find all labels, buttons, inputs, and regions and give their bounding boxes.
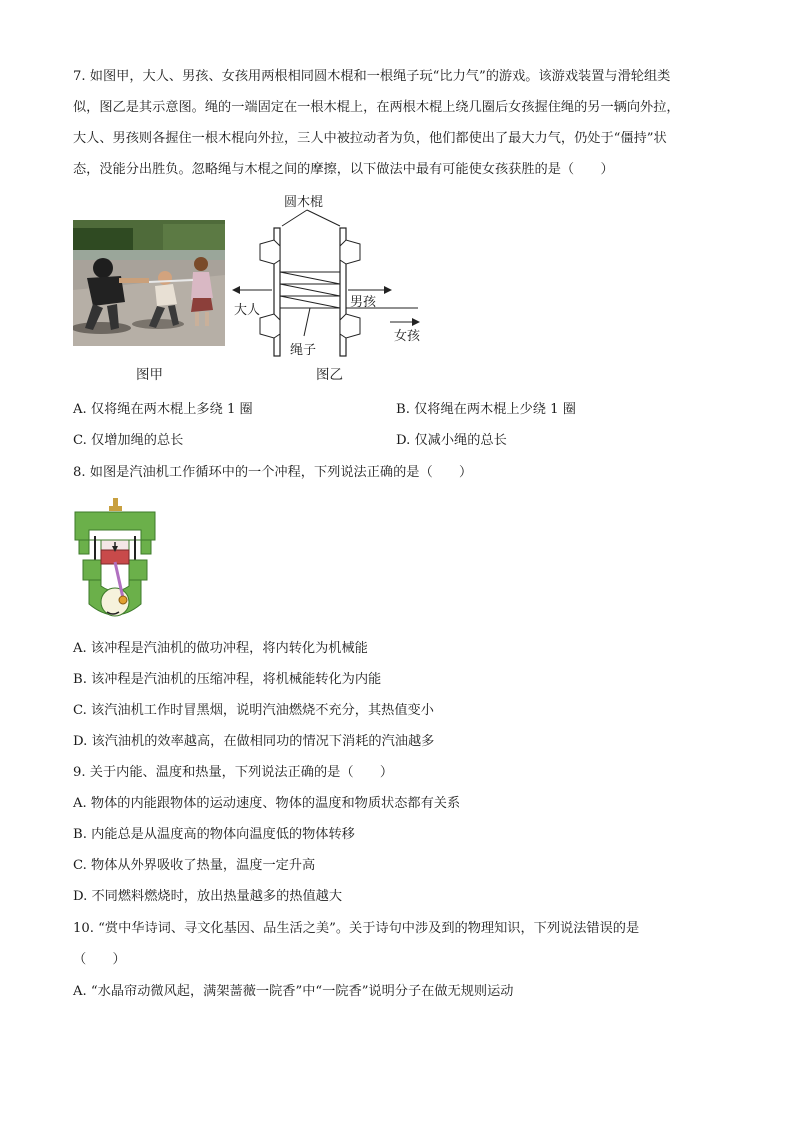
label-stick: 圆木棍	[284, 195, 324, 210]
q10-stem: 10. “赏中华诗词、寻文化基因、品生活之美”。关于诗句中涉及到的物理知识，下列说法错误的是	[73, 921, 640, 936]
q10-option-a: A. “水晶帘动微风起，满架蔷薇一院香”中“一院香”说明分子在做无规则运动	[73, 984, 514, 999]
label-girl: 女孩	[394, 329, 421, 344]
q9-option-b: B. 内能总是从温度高的物体向温度低的物体转移	[73, 827, 355, 842]
q7-option-c: C. 仅增加绳的总长	[73, 433, 184, 448]
q9-option-d: D. 不同燃料燃烧时，放出热量越多的热值越大	[73, 889, 343, 904]
q8-stem: 8. 如图是汽油机工作循环中的一个冲程，下列说法正确的是（ ）	[73, 465, 473, 480]
q8-option-d: D. 该汽油机的效率越高，在做相同功的情况下消耗的汽油越多	[73, 734, 435, 749]
figure-jia-photo	[73, 220, 225, 346]
label-adult: 大人	[234, 303, 261, 318]
figure-jia-caption: 图甲	[136, 367, 163, 383]
label-boy: 男孩	[350, 295, 377, 310]
q7-stem-line-1: 7. 如图甲，大人、男孩、女孩用两根相同圆木棍和一根绳子玩“比力气”的游戏。该游戏装置与滑轮组类	[73, 69, 671, 84]
q8-option-c: C. 该汽油机工作时冒黑烟，说明汽油燃烧不充分，其热值变小	[73, 703, 434, 718]
label-rope: 绳子	[290, 343, 317, 358]
q9-option-c: C. 物体从外界吸收了热量，温度一定升高	[73, 858, 316, 873]
q7-stem-line-3: 大人、男孩则各握住一根木棍向外拉，三人中被拉动者为负，他们都使出了最大力气，仍处于“僵持”状	[73, 131, 667, 146]
q8-option-b: B. 该冲程是汽油机的压缩冲程，将机械能转化为内能	[73, 672, 382, 687]
q7-stem-line-2: 似，图乙是其示意图。绳的一端固定在一根木棍上，在两根木棍上绕几圈后女孩握住绳的另一辆向外拉，	[73, 100, 680, 115]
q9-stem: 9. 关于内能、温度和热量，下列说法正确的是（ ）	[73, 765, 394, 780]
q7-option-b: B. 仅将绳在两木棍上少绕 1 圈	[396, 402, 576, 417]
q8-option-a: A. 该冲程是汽油机的做功冲程，将内转化为机械能	[73, 641, 368, 656]
figure-yi-diagram	[232, 188, 422, 360]
q7-option-d: D. 仅减小绳的总长	[396, 433, 507, 448]
figure-yi-caption: 图乙	[316, 367, 343, 383]
q9-option-a: A. 物体的内能跟物体的运动速度、物体的温度和物质状态都有关系	[73, 796, 461, 811]
q7-stem-line-4: 态，没能分出胜负。忽略绳与木棍之间的摩擦，以下做法中最有可能使女孩获胜的是（ ）	[73, 162, 614, 177]
q7-option-a: A. 仅将绳在两木棍上多绕 1 圈	[73, 402, 253, 417]
engine-stroke-diagram	[73, 496, 157, 626]
q10-stem-cont: （ ）	[73, 952, 126, 967]
